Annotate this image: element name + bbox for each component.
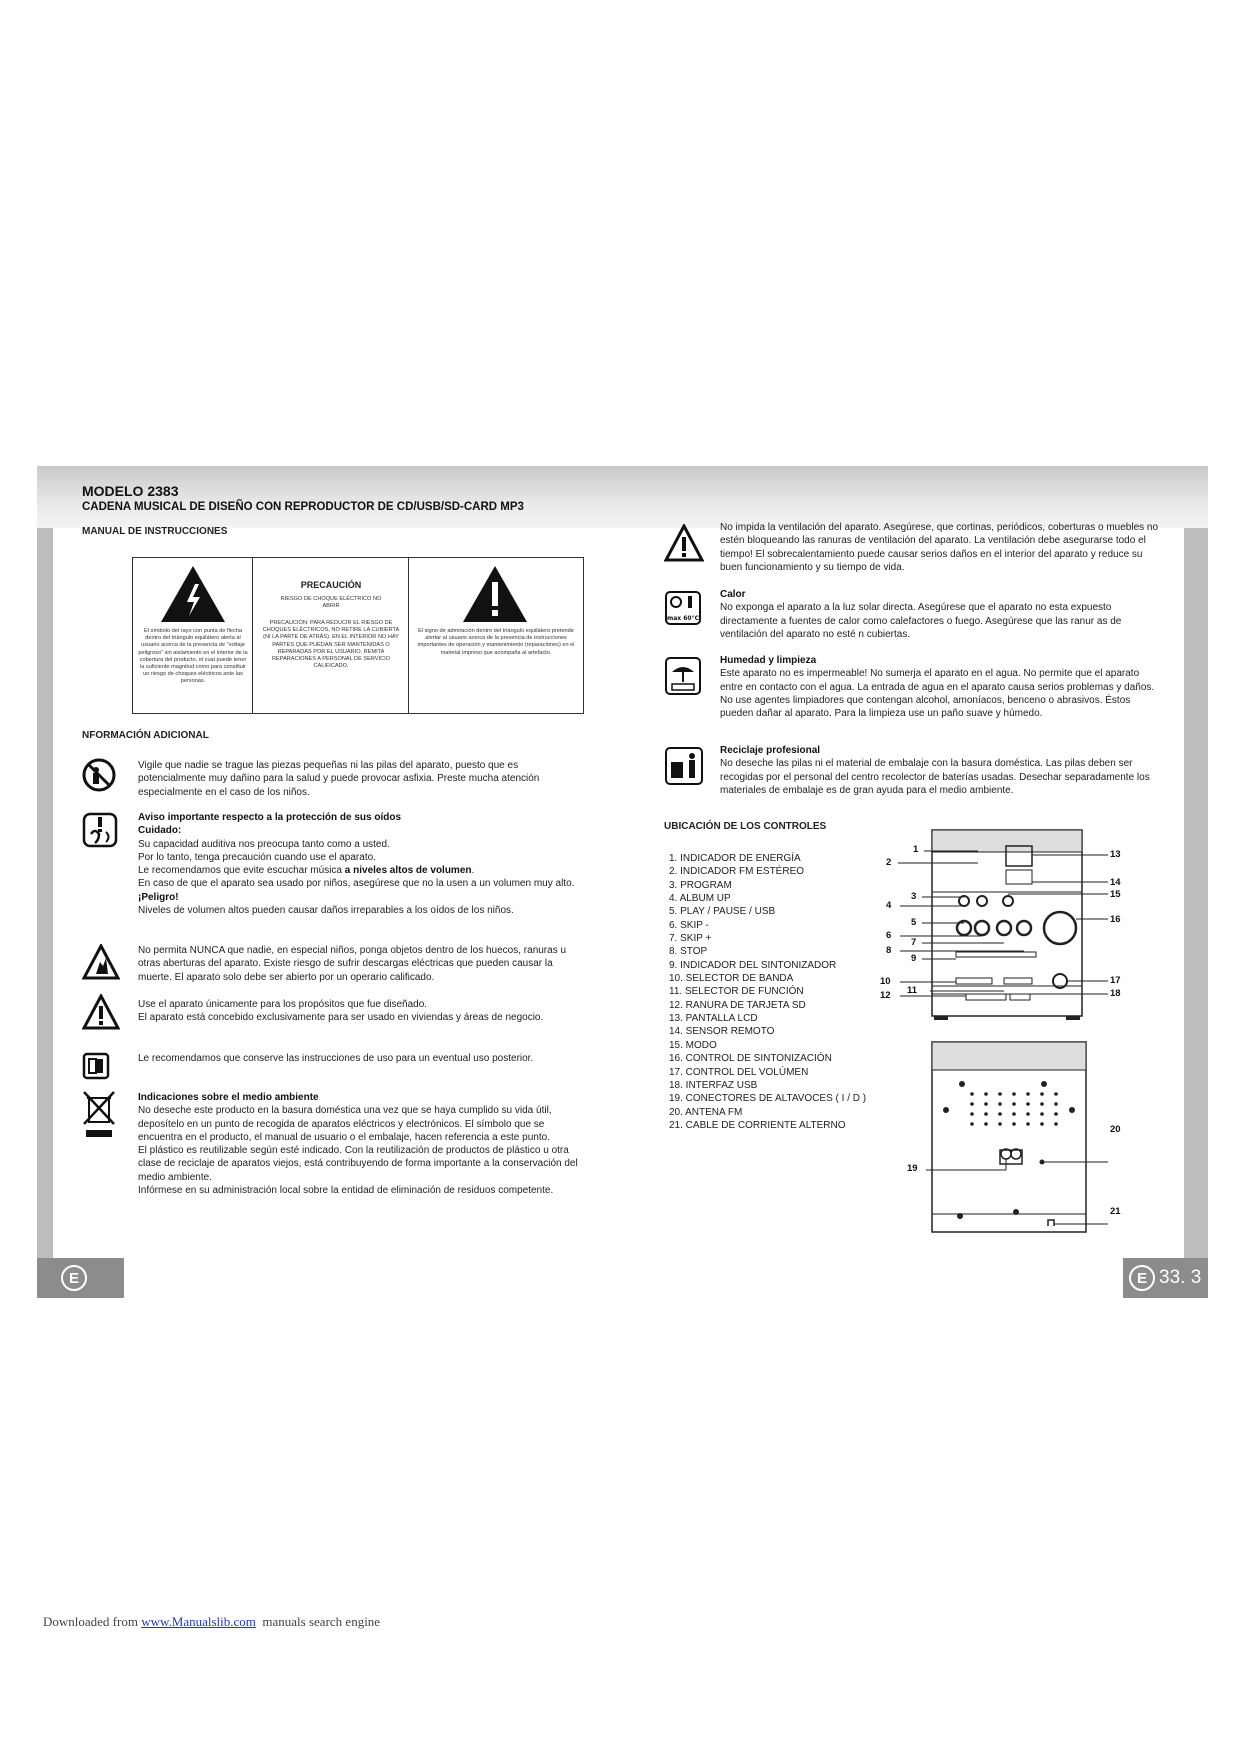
humidity-title: Humedad y limpieza <box>720 655 817 666</box>
exclamation-explanation: El signo de admiración dentro del triángulo equilátero pretende alertar al usuario acerca de la presencia de instrucciones importantes de operación y mantenimiento (reparaciones) en el material impreso que acompaña al artefacto. <box>417 628 575 656</box>
control-item: 9. INDICADOR DEL SINTONIZADOR <box>669 959 837 971</box>
control-item: 2. INDICADOR FM ESTÉREO <box>669 866 805 878</box>
hearing-line5: Niveles de volumen altos pueden causar daños irreparables a los oídos de los niños. <box>138 905 514 917</box>
purpose-section <box>138 998 578 1025</box>
control-item: 18. INTERFAZ USB <box>669 1079 758 1091</box>
heat-section <box>720 588 1160 641</box>
control-item: 17. CONTROL DEL VOLÚMEN <box>669 1066 809 1078</box>
ventilation-text: No impida la ventilación del aparato. Asegúrese, que cortinas, periódicos, coberturas o muebles no estén bloqueando las ranuras de ventilación del aparato. La ventilación debe asegurarse todo el tiempo! El sobrecalentamiento puede causar serios daños en el interior del aparato y reduce su buen funcionamiento y su tiempo de vida. <box>720 522 1159 573</box>
language-badge-right: E <box>1129 1265 1155 1291</box>
diagram-number: 10 <box>880 976 891 987</box>
keep-instructions-text: Le recomendamos que conserve las instrucciones de uso para un eventual uso posterior. <box>138 1053 534 1064</box>
model-title: MODELO 2383 <box>82 483 179 499</box>
diagram-number: 7 <box>911 937 917 948</box>
electric-hazard-icon <box>159 564 227 624</box>
diagram-number: 20 <box>1110 1124 1121 1135</box>
environment-section <box>138 1091 578 1197</box>
control-item: 3. PROGRAM <box>669 879 732 891</box>
control-item: 15. MODO <box>669 1039 717 1051</box>
heat-text: No exponga el aparato a la luz solar directa. Asegúrese que el aparato no esta expuesto directamente a fuentes de calor como calefactores o fuego. Asegúrese que las ranur as de ventilación del aparato no esté n cubiertas. <box>720 602 1122 640</box>
diagram-number: 15 <box>1110 889 1121 900</box>
page-number: 33. 3 <box>1159 1267 1202 1288</box>
purpose-line2: El aparato está concebido exclusivamente para ser usado en viviendas y áreas de negocio. <box>138 1012 544 1024</box>
warning-col-caution <box>253 558 409 713</box>
hearing-cuidado: Cuidado: <box>138 825 182 837</box>
control-item: 10. SELECTOR DE BANDA <box>669 973 794 985</box>
hearing-line2: Por lo tanto, tenga precaución cuando use el aparato. <box>138 851 376 863</box>
diagram-number: 14 <box>1110 877 1121 888</box>
recycling-title: Reciclaje profesional <box>720 745 821 756</box>
diagram-number: 1 <box>913 844 919 855</box>
control-item: 6. SKIP - <box>669 919 709 931</box>
child-safety-icon <box>82 758 116 792</box>
diagram-number: 6 <box>886 930 892 941</box>
environment-title: Indicaciones sobre el medio ambiente <box>138 1092 319 1103</box>
diagram-number: 11 <box>907 985 918 996</box>
lightning-explanation: El símbolo del rayo con punta de flecha dentro del triángulo equilátero alerta al usuario acerca de la presencia de "voltaje peligroso" sin aislamiento en el interior de la cobertura del producto, el cual puede tener la suficiente magnitud como para constituir un riesgo de choques eléctricos ante las personas. <box>138 628 248 685</box>
caution-triangle-icon <box>82 994 120 1030</box>
manual-heading: MANUAL DE INSTRUCCIONES <box>82 526 228 537</box>
caution-title: PRECAUCIÓN <box>300 580 362 590</box>
diagram-number: 16 <box>1110 914 1121 925</box>
control-item: 11. SELECTOR DE FUNCIÓN <box>669 986 804 998</box>
additional-info-heading: NFORMACIÓN ADICIONAL <box>82 730 209 741</box>
diagram-number: 9 <box>911 953 917 964</box>
diagram-number: 13 <box>1110 849 1121 860</box>
control-item: 12. RANURA DE TARJETA SD <box>669 999 806 1011</box>
diagram-number: 4 <box>886 900 892 911</box>
purpose-line1: Use el aparato únicamente para los propósitos que fue diseñado. <box>138 999 428 1010</box>
product-subtitle: CADENA MUSICAL DE DISEÑO CON REPRODUCTOR DE CD/USB/SD-CARD MP3 <box>82 501 524 513</box>
page-tab-right <box>1123 1258 1208 1298</box>
hearing-line3b: a niveles altos de volumen <box>344 865 472 877</box>
environment-para1: No deseche este producto en la basura doméstica una vez que se haya cumplido su vida útil, deposítelo en un punto de recogida de aparatos eléctricos y electrónicos. El símbolo que se encuentra en el producto, el manual de usuario o el embalaje, hacen referencia a este punto. <box>138 1105 552 1143</box>
diagram-number: 21 <box>1110 1206 1121 1217</box>
caution-text: PRECAUCIÓN: PARA REDUCIR EL RIESGO DE CHOQUES ELÉCTRICOS, NO RETIRE LA CUBIERTA (NI LA PARTE DE ATRÁS). EN EL INTERIOR NO HAY PARTES QUE PUEDAN SER MANTENIDAS O REPARADAS POR EL USUARIO. REMITA REPARACIONES A PERSONAL DE SERVICIO CALIFICADO. <box>262 620 400 670</box>
humidity-text: Este aparato no es impermeable! No sumerja el aparato en el agua. No permite que el aparato entre en contacto con el agua. La entrada de agua en el aparato causa serios problemas y daños. No use agentes limpiadores que contengan alcohol, amoníacos, benceno o abrasivos. Éstos pueden dañar al aparato. Para la limpieza use un paño suave y húmedo. <box>720 668 1155 720</box>
controls-list <box>669 852 866 1132</box>
recycling-icon <box>664 746 704 786</box>
recycling-text: No deseche las pilas ni el material de embalaje con la basura doméstica. Las pilas deben ser recogidas por el personal del centro recolector de baterías usadas. Desechar separadamente los materiales de embalaje es de gran ayuda para el medio ambiente. <box>720 758 1150 796</box>
hearing-line4: En caso de que el aparato sea usado por niños, asegúrese que no la usen a un volumen muy alto. <box>138 878 575 890</box>
objects-warning-text: No permita NUNCA que nadie, en especial niños, ponga objetos dentro de los huecos, ranuras u otras aberturas del aparato. Existe riesgo de sufrir descargas eléctricas que pueden causar la muerte. El aparato solo debe ser abierto por un operario calificado. <box>138 945 567 983</box>
heat-title: Calor <box>720 589 746 600</box>
electric-shock-icon <box>82 944 120 980</box>
controls-heading: UBICACIÓN DE LOS CONTROLES <box>664 821 827 832</box>
right-side-stripe <box>1184 528 1208 1258</box>
diagram-number: 8 <box>886 945 892 956</box>
control-item: 1. INDICADOR DE ENERGÍA <box>669 853 801 864</box>
hearing-line3 <box>138 864 578 877</box>
humidity-section <box>720 654 1160 720</box>
control-item: 7. SKIP + <box>669 933 712 945</box>
control-item: 20. ANTENA FM <box>669 1106 743 1118</box>
control-item: 14. SENSOR REMOTO <box>669 1026 775 1038</box>
environment-para3: Infórmese en su administración local sobre la entidad de eliminación de residuos competente. <box>138 1185 554 1197</box>
hearing-peligro: ¡Peligro! <box>138 891 179 903</box>
control-item: 8. STOP <box>669 946 708 958</box>
electric-warning-box <box>132 557 584 714</box>
footer-suffix: manuals search engine <box>255 1614 381 1629</box>
hearing-line1: Su capacidad auditiva nos preocupa tanto como a usted. <box>138 838 390 850</box>
control-item: 16. CONTROL DE SINTONIZACIÓN <box>669 1053 832 1065</box>
hearing-section <box>138 811 578 917</box>
ventilation-warning-icon <box>664 524 704 562</box>
diagram-number: 5 <box>911 917 917 928</box>
recycling-section <box>720 744 1160 797</box>
manualslib-link[interactable]: www.Manualslib.com <box>141 1614 256 1629</box>
diagram-number: 19 <box>907 1163 918 1174</box>
page-tab-left <box>37 1258 124 1298</box>
footer-prefix: Downloaded from <box>43 1614 142 1629</box>
download-footer <box>43 1614 380 1630</box>
manual-book-icon <box>82 1052 110 1080</box>
hearing-protection-icon <box>82 812 118 848</box>
control-item: 13. PANTALLA LCD <box>669 1013 758 1025</box>
control-item: 21. CABLE DE CORRIENTE ALTERNO <box>669 1119 846 1131</box>
control-item: 5. PLAY / PAUSE / USB <box>669 906 776 918</box>
heat-icon-label: max 60°C <box>666 615 700 622</box>
hearing-title: Aviso importante respecto a la protección de sus oídos <box>138 812 402 823</box>
humidity-icon <box>664 656 702 696</box>
weee-bin-icon <box>82 1090 116 1138</box>
environment-para2: El plástico es reutilizable según esté indicado. Con la reutilización de productos de plástico u otra clase de reciclaje de aparatos viejos, está contribuyendo de forma importante a la conservación del medio ambiente. <box>138 1145 578 1183</box>
diagram-number: 18 <box>1110 988 1121 999</box>
warning-col-exclamation <box>409 558 583 713</box>
warning-col-lightning <box>133 558 253 713</box>
diagram-number: 17 <box>1110 975 1121 986</box>
left-side-stripe <box>37 528 53 1258</box>
control-item: 19. CONECTORES DE ALTAVOCES ( I / D ) <box>669 1093 867 1105</box>
header-band <box>37 466 1208 528</box>
exclamation-triangle-icon <box>461 564 529 624</box>
language-badge-left: E <box>61 1265 87 1291</box>
heat-icon <box>664 590 702 626</box>
diagram-number: 12 <box>880 990 891 1001</box>
diagram-number: 3 <box>911 891 917 902</box>
hearing-line3a: Le recomendamos que evite escuchar música <box>138 865 345 877</box>
rear-panel-diagram <box>900 1040 1120 1236</box>
child-safety-text: Vigile que nadie se trague las piezas pequeñas ni las pilas del aparato, puesto que es potencialmente muy dañino para la salud y puede provocar asfixia. Preste mucha atención especialmente en el caso de los niños. <box>138 760 540 798</box>
hearing-line3c: . <box>471 865 475 877</box>
control-item: 4. ALBUM UP <box>669 893 731 905</box>
caution-subtitle: RIESGO DE CHOQUE ELÉCTRICO NO ABRIR <box>280 596 382 610</box>
diagram-number: 2 <box>886 857 892 868</box>
